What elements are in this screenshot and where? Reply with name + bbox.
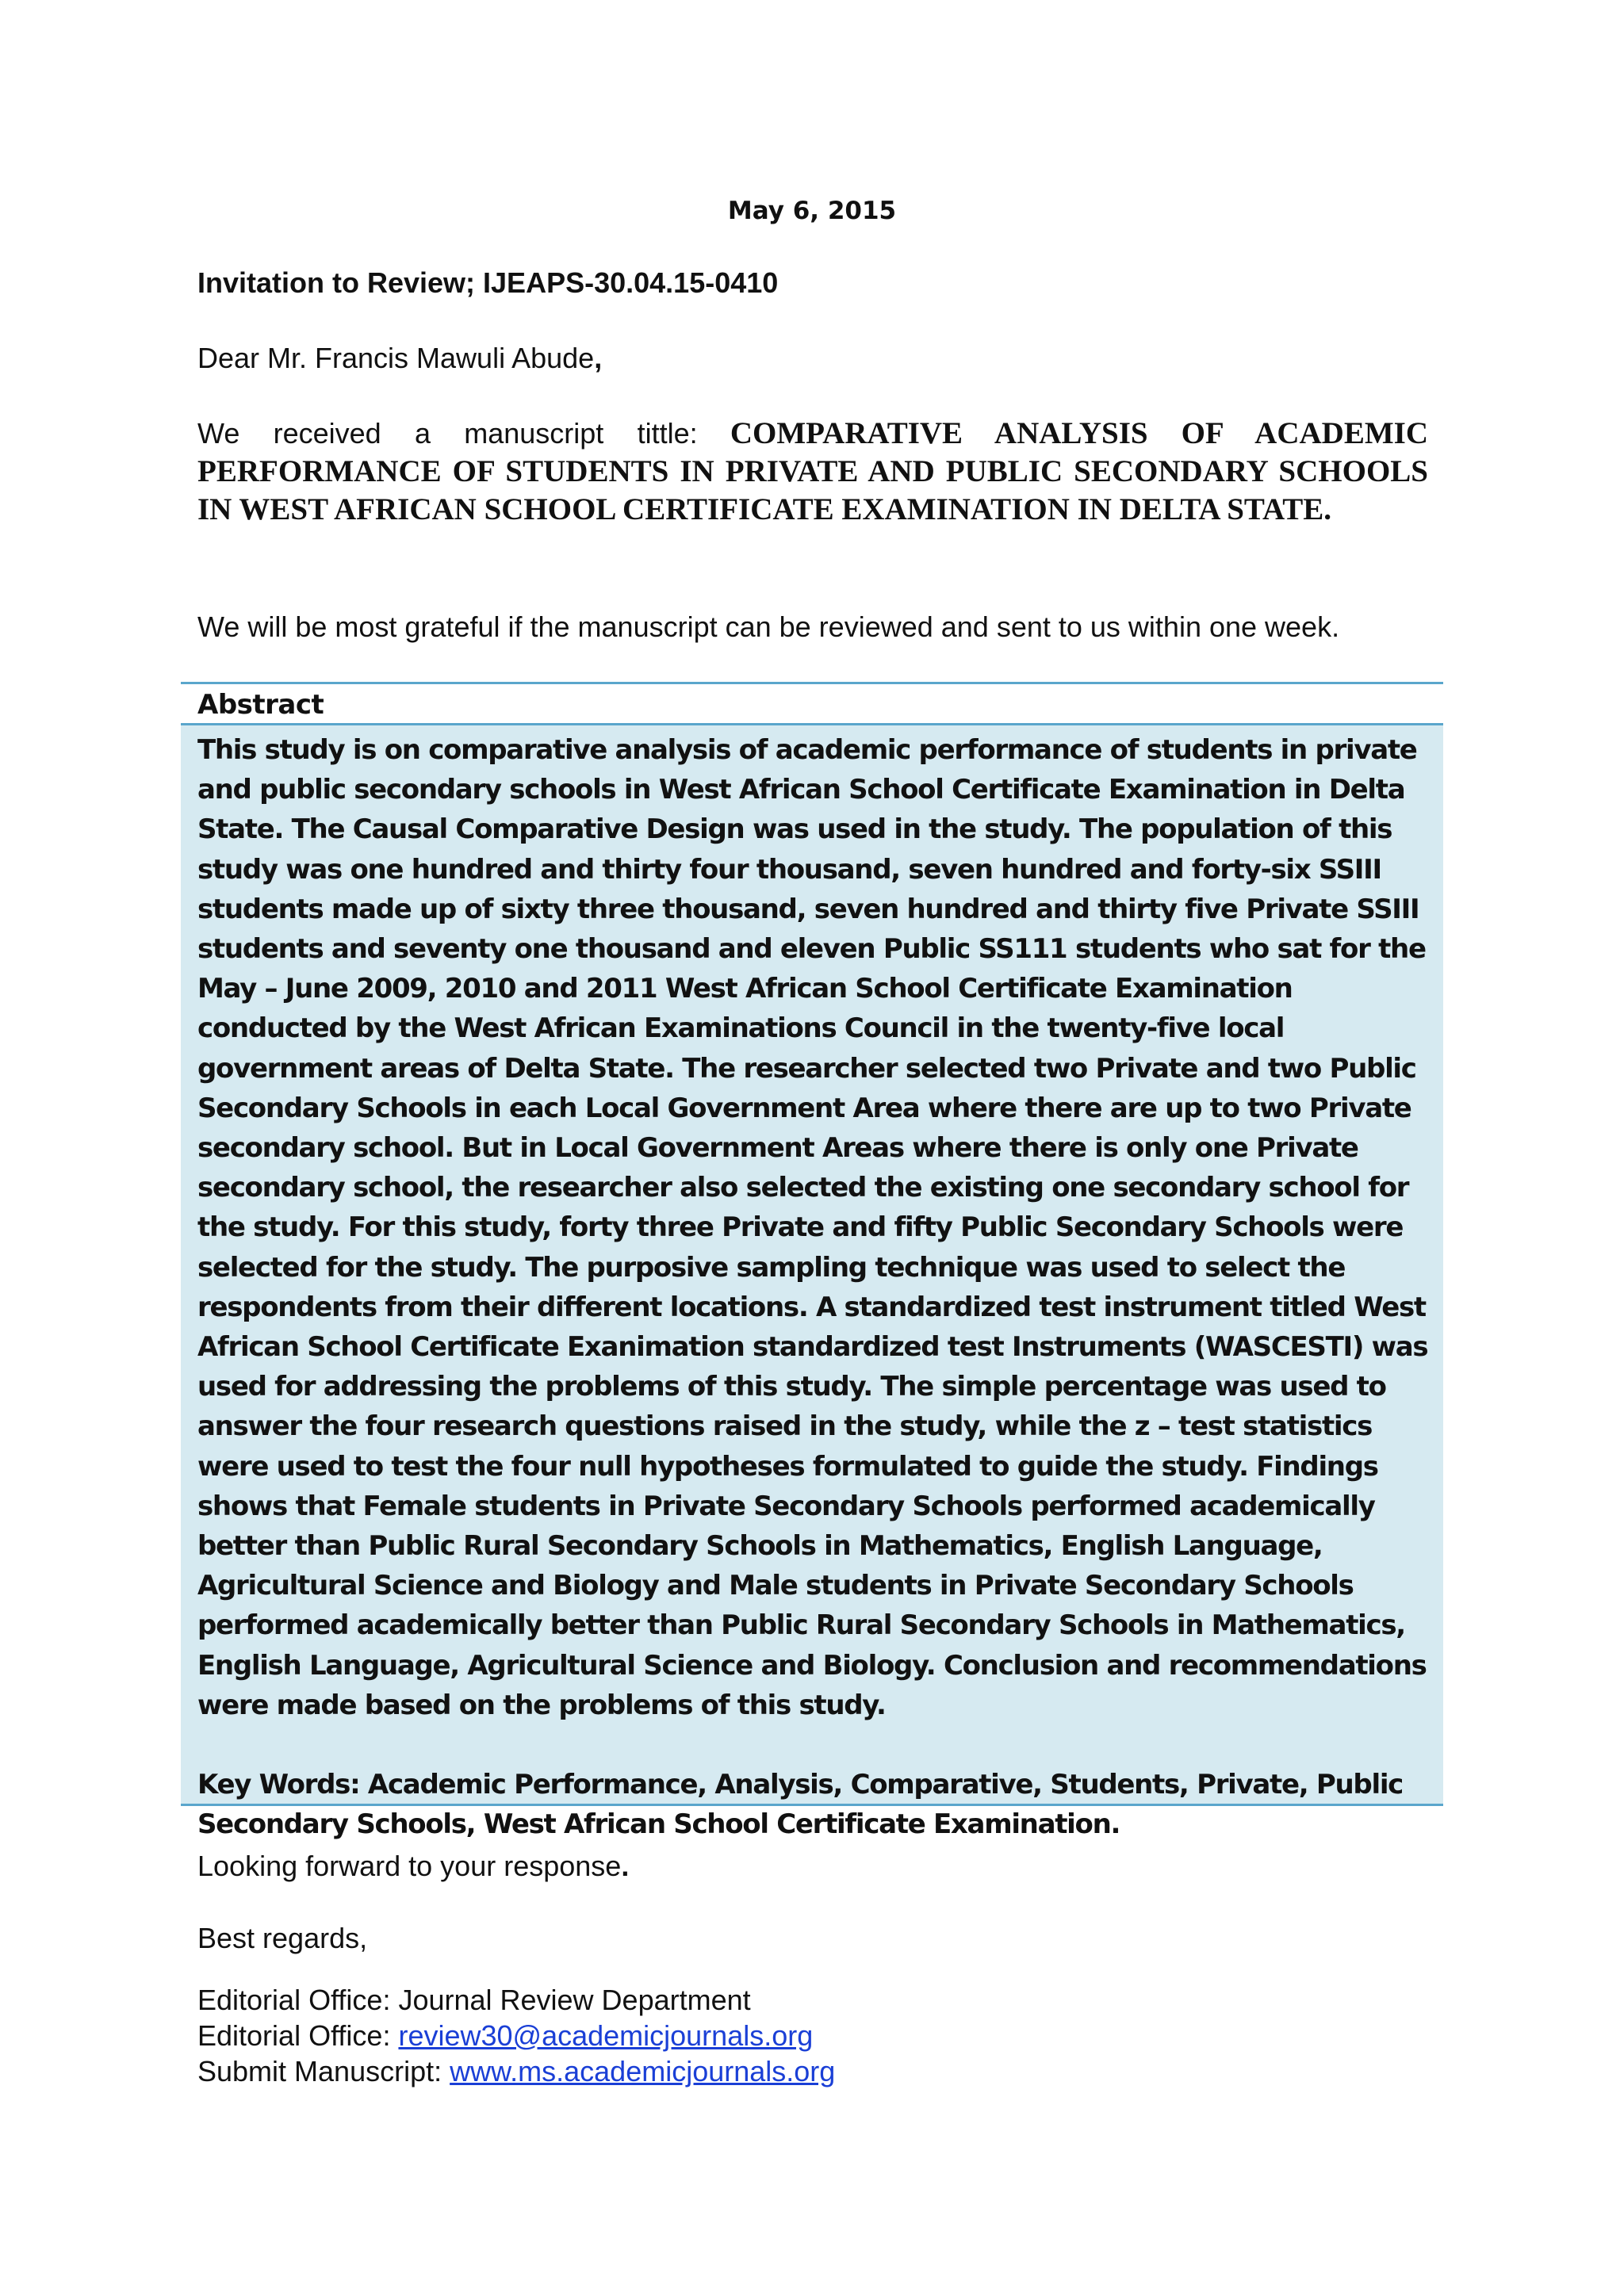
abstract-box xyxy=(181,682,1443,1841)
abstract-keywords: Key Words: Academic Performance, Analysis, Comparative, Students, Private, Public Secondary Schools, West African School Certificate Examination. xyxy=(197,1769,1404,1841)
footer-submit-line xyxy=(197,2053,835,2089)
footer-contact xyxy=(197,1982,835,2089)
sign-off: Best regards, xyxy=(197,1922,368,1954)
closing-line xyxy=(197,1850,629,1883)
salutation xyxy=(197,342,602,375)
abstract-body xyxy=(197,730,1434,1844)
closing-period: . xyxy=(621,1850,630,1882)
footer-email-label: Editorial Office: xyxy=(197,2019,399,2052)
letter-subject: Invitation to Review; IJEAPS-30.04.15-0410 xyxy=(197,266,779,299)
email-link[interactable]: review30@academicjournals.org xyxy=(398,2019,814,2052)
closing-text: Looking forward to your response xyxy=(197,1850,622,1882)
abstract-heading: Abstract xyxy=(197,689,324,721)
abstract-text: This study is on comparative analysis of academic performance of students in private and public secondary schools in West African School Certificate Examination in Delta State. The Causal Comparative Design was used in the study. The population of this study was one hundred and thirty four thousand, seven hundred and forty-six SSIII students made up of sixty three thousand, seven hundred and thirty five Private SSIII students and seventy one thousand and eleven Public SS111 students who sat for the May – June 2009, 2010 and 2011 West African School Certificate Examination conducted by the West African Examinations Council in the twenty-five local government areas of Delta State. The researcher selected two Private and two Public Secondary Schools in each Local Government Area where there are up to two Private secondary school. But in Local Government Areas where there is only one Private secondary school, the researcher also selected the existing one secondary school for the study. For this study, forty three Private and fifty Public Secondary Schools were selected for the study. The purposive sampling technique was used to select the respondents from their different locations. A standardized test instrument titled West African School Certificate Exanimation standardized test Instruments (WASCESTI) was used for addressing the problems of this study. The simple percentage was used to answer the four research questions raised in the study, while the z – test statistics were used to test the four null hypotheses formulated to guide the study. Findings shows that Female students in Private Secondary Schools performed academically better than Public Rural Secondary Schools in Mathematics, English Language, Agricultural Science and Biology and Male students in Private Secondary Schools performed academically better than Public Rural Secondary Schools in Mathematics, English Language, Agricultural Science and Biology. Conclusion and recommendations were made based on the problems of this study. xyxy=(197,734,1428,1721)
submit-manuscript-link[interactable]: www.ms.academicjournals.org xyxy=(450,2055,836,2087)
footer-office-line: Editorial Office: Journal Review Department xyxy=(197,1984,751,2016)
manuscript-lead: We received a manuscript tittle: xyxy=(197,417,698,450)
manuscript-paragraph xyxy=(197,415,1428,529)
review-request: We will be most grateful if the manuscript can be reviewed and sent to us within one week. xyxy=(197,610,1340,643)
letter-date: May 6, 2015 xyxy=(727,197,897,225)
abstract-header xyxy=(181,684,1443,725)
manuscript-title: COMPARATIVE ANALYSIS OF ACADEMIC PERFORMANCE OF STUDENTS IN PRIVATE AND PUBLIC SECONDARY SCHOOLS IN WEST AFRICAN SCHOOL CERTIFICATE EXAMINATION IN DELTA STATE. xyxy=(197,416,1428,526)
footer-submit-label: Submit Manuscript: xyxy=(197,2055,450,2087)
footer-email-line xyxy=(197,2018,835,2053)
salutation-text: Dear Mr. Francis Mawuli Abude xyxy=(197,342,595,374)
salutation-comma: , xyxy=(594,342,603,374)
